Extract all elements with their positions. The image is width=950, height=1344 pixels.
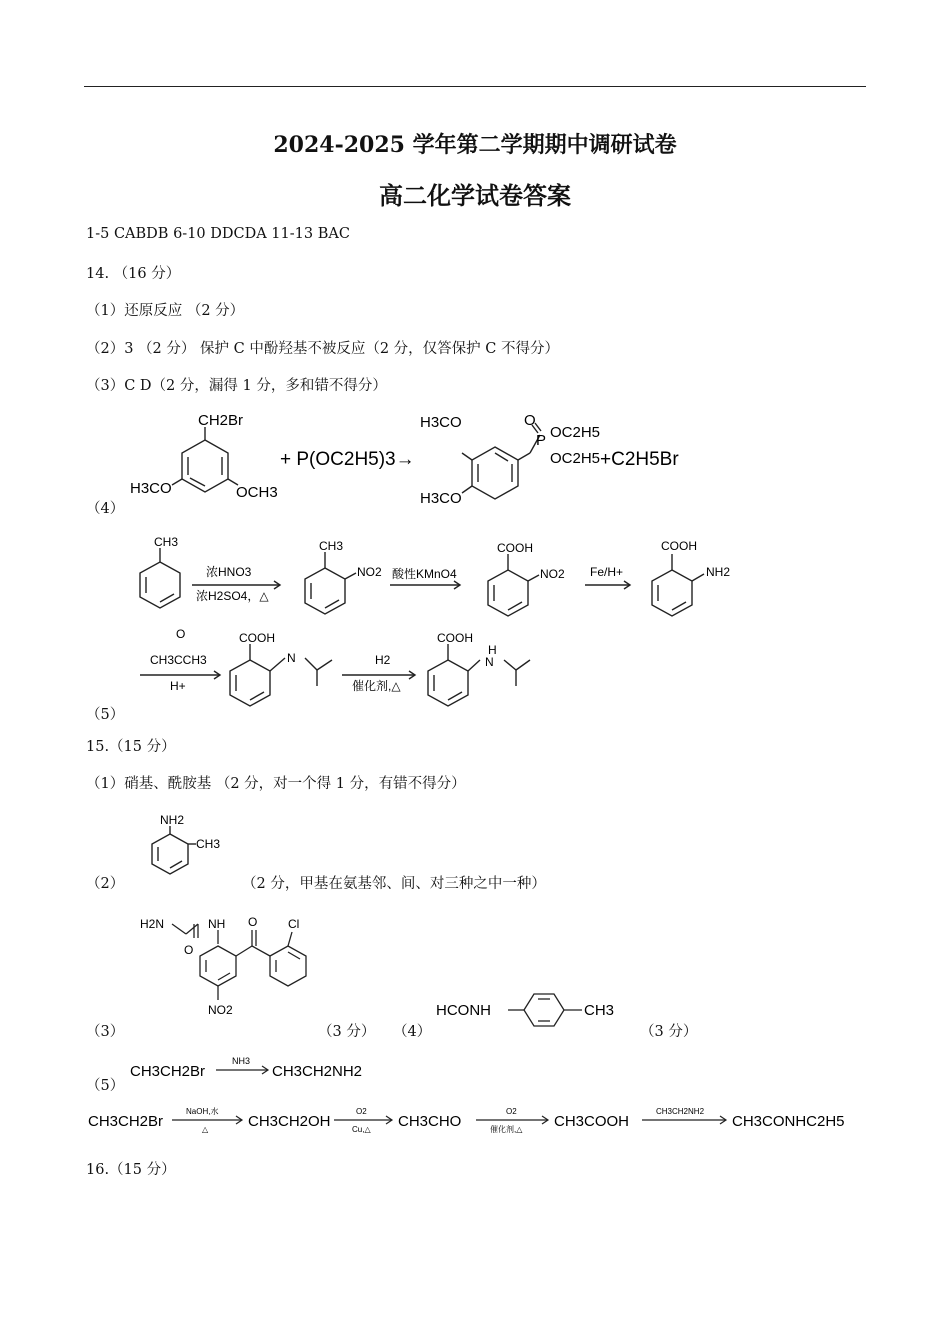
product-h3co-bottom: H3CO xyxy=(420,490,462,507)
p3-h2n: H2N xyxy=(140,917,165,931)
q14-part1: （1）还原反应 （2 分） xyxy=(86,303,245,319)
route-n: N xyxy=(287,651,296,665)
q14-heading: 14. （16 分） xyxy=(86,266,181,282)
p3-no2: NO2 xyxy=(208,1003,233,1017)
q15-part4-label: （4） xyxy=(393,1024,432,1040)
r1-a: CH3CH2Br xyxy=(130,1063,206,1080)
r2-amide: CH3CONHC2H5 xyxy=(732,1113,845,1130)
r1-b: CH3CH2NH2 xyxy=(272,1063,363,1080)
r2-acetaldehyde: CH3CHO xyxy=(398,1113,462,1130)
p4-ch3: CH3 xyxy=(584,1002,615,1019)
q14-part5-route xyxy=(120,530,760,725)
r2-ethylamine: CH3CH2NH2 xyxy=(656,1107,705,1116)
och3-label: OCH3 xyxy=(236,484,278,501)
q15-part2-structure xyxy=(140,812,240,884)
q14-part2: （2）3 （2 分） 保护 C 中酚羟基不被反应（2 分，仅答保护 C 不得分） xyxy=(86,341,559,357)
product-h3co-top: H3CO xyxy=(420,414,462,431)
q15-part4-score: （3 分） xyxy=(640,1024,698,1040)
mc-answers: 1-5 CABDB 6-10 DDCDA 11-13 BAC xyxy=(86,226,350,242)
oc2h5-1: OC2H5 xyxy=(550,424,601,441)
r2-o2-1: O2 xyxy=(356,1107,367,1116)
route-ch3-2: CH3 xyxy=(319,539,344,553)
route-ch3-1: CH3 xyxy=(154,535,179,549)
page-subtitle: 高二化学试卷答案 xyxy=(379,181,571,210)
q14-part4-equation xyxy=(120,405,720,515)
route-step2-top: 酸性KMnO4 xyxy=(392,567,457,581)
phosphorus: P xyxy=(536,432,547,449)
p2-nh2: NH2 xyxy=(160,813,185,827)
route-step1-bottom: 浓H2SO4，△ xyxy=(196,589,269,603)
oc2h5-2: OC2H5 xyxy=(550,450,601,467)
route-step4-bottom: H+ xyxy=(170,679,186,693)
route-cooh-1: COOH xyxy=(497,541,533,555)
q15-part5-label: （5） xyxy=(86,1078,125,1094)
p3-o1: O xyxy=(184,943,194,957)
route-no2-2: NO2 xyxy=(540,567,565,581)
route-nh-n: N xyxy=(485,655,494,669)
p2-ch3: CH3 xyxy=(196,837,221,851)
route-step3-top: Fe/H+ xyxy=(590,565,624,579)
route-step5-top: H2 xyxy=(375,653,391,667)
q16-heading: 16.（15 分） xyxy=(86,1162,176,1178)
q15-part5-route1 xyxy=(128,1050,388,1086)
route-step4-top: CH3CCH3 xyxy=(150,653,207,667)
route-step5-bottom: 催化剂,△ xyxy=(352,679,401,693)
q15-part3-label: （3） xyxy=(86,1024,125,1040)
route-cooh-4: COOH xyxy=(437,631,473,645)
q15-part3-structure xyxy=(138,910,313,1028)
r2-naoh: NaOH,水 xyxy=(186,1107,219,1116)
q14-part5-label: （5） xyxy=(86,707,125,723)
route-nh2: NH2 xyxy=(706,565,731,579)
q15-part3-score: （3 分） xyxy=(318,1024,376,1040)
q15-part1: （1）硝基、酰胺基 （2 分，对一个得 1 分，有错不得分） xyxy=(86,776,466,792)
reagent-label: + P(OC2H5)3→ xyxy=(280,449,415,470)
r2-ethanol: CH3CH2OH xyxy=(248,1113,331,1130)
r1-reagent: NH3 xyxy=(232,1056,251,1066)
route-no2-1: NO2 xyxy=(357,565,382,579)
r2-ch3ch2br: CH3CH2Br xyxy=(88,1113,164,1130)
r2-o2-2: O2 xyxy=(506,1107,517,1116)
r2-catalyst: 催化剂,△ xyxy=(490,1125,523,1134)
q15-part5-route2 xyxy=(86,1102,866,1138)
route-cooh-2: COOH xyxy=(661,539,697,553)
p3-nh: NH xyxy=(208,917,226,931)
route-step4-o: O xyxy=(176,627,186,641)
r2-heat: △ xyxy=(202,1125,209,1134)
q15-part2-note: （2 分，甲基在氨基邻、间、对三种之中一种） xyxy=(242,876,546,892)
q14-part4-label: （4） xyxy=(86,501,125,517)
r2-acetic-acid: CH3COOH xyxy=(554,1113,630,1130)
c2h5br-label: +C2H5Br xyxy=(600,449,679,470)
header-rule xyxy=(84,86,866,87)
p3-o2: O xyxy=(248,915,258,929)
p-oxygen: O xyxy=(524,412,536,429)
route-step1-top: 浓HNO3 xyxy=(206,565,252,579)
q15-part4-structure xyxy=(436,980,626,1040)
page-title: 2024-2025 学年第二学期期中调研试卷 xyxy=(273,132,677,158)
p4-hconh: HCONH xyxy=(436,1002,491,1019)
route-cooh-3: COOH xyxy=(239,631,275,645)
h3co-label: H3CO xyxy=(130,480,172,497)
q15-part2-label: （2） xyxy=(86,876,125,892)
route-nh-h: H xyxy=(488,643,497,657)
q14-part3: （3）C D（2 分，漏得 1 分，多和错不得分） xyxy=(86,378,387,394)
p3-cl: Cl xyxy=(288,917,300,931)
ch2br-label: CH2Br xyxy=(198,412,244,429)
q15-heading: 15.（15 分） xyxy=(86,739,176,755)
r2-cu: Cu,△ xyxy=(352,1125,371,1134)
